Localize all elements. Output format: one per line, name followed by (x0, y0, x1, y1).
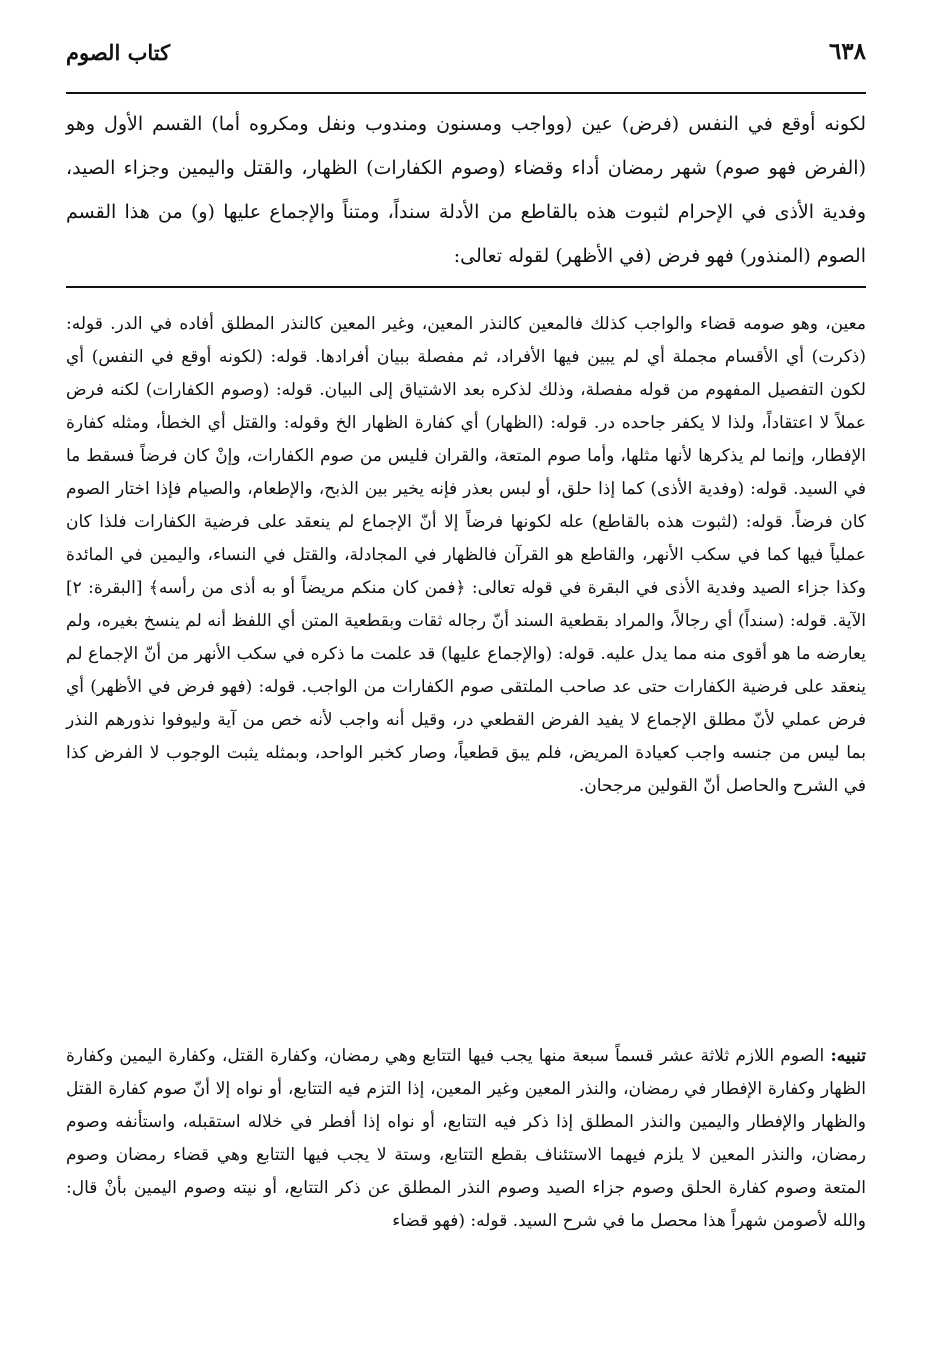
notice-text: الصوم اللازم ثلاثة عشر قسماً سبعة منها يجب فيها التتابع وهي رمضان، وكفارة القتل، وكفارة اليمين وكفارة الظهار وكفارة الإفطار في رمضان، والنذر المعين وغير المعين، إذا التزم فيه التتابع، أو نواه إلا أنّ صوم كفارة القتل والظهار والإفطار واليمين والنذر المطلق إذا ذكر فيه التتابع، أو نواه إذا أفطر في خلاله استقبله، واستأنفه وصوم رمضان، والنذر المعين لا يلزم فيهما الاستئناف بقطع التتابع، وستة لا يجب فيها التتابع وهي قضاء رمضان وصوم المتعة وصوم كفارة الحلق وصوم جزاء الصيد وصوم النذر المطلق عن ذكر التتابع، أو نيته وصوم اليمين بأنْ قال: والله لأصومن شهراً هذا محصل ما في شرح السيد. قوله: (فهو قضاء (66, 1046, 866, 1231)
notice-paragraph (66, 1040, 866, 1238)
matn-text: لكونه أوقع في النفس (فرض) عين (وواجب ومسنون ومندوب ونفل ومكروه أما) القسم الأول وهو (الفرض فهو صوم) شهر رمضان أداء وقضاء (وصوم الكفارات) الظهار، والقتل واليمين وجزاء الصيد، وفدية الأذى في الإحرام لثبوت هذه بالقاطع من الأدلة سنداً، ومتناً والإجماع عليها (و) من هذا القسم الصوم (المنذور) فهو فرض (في الأظهر) لقوله تعالى: (66, 113, 866, 267)
section-divider (66, 286, 866, 288)
book-title: كتاب الصوم (66, 40, 171, 65)
page-number: ٦٣٨ (828, 38, 866, 65)
notice-label: تنبيه: (830, 1046, 867, 1066)
header-rule (66, 92, 866, 94)
page-header (66, 38, 866, 78)
sharh-commentary: معين، وهو صومه قضاء والواجب كذلك فالمعين كالنذر المعين، وغير المعين كالنذر المطلق أفاده في الدر. قوله: (ذكرت) أي الأقسام مجملة أي لم يبين فيها الأفراد، ثم مفصلة ببيان أفرادها. قوله: (لكونه أوقع في النفس) أي لكون التفصيل المفهوم من قوله مفصلة، وذلك لذكره بعد الاشتياق إلى البيان. قوله: (وصوم الكفارات) لكنه فرض عملاً لا اعتقاداً، ولذا لا يكفر جاحده در. قوله: (الظهار) أي كفارة الظهار الخ وقوله: والقتل أي الخطأ، ومثله كفارة الإفطار، وإنما لم يذكرها لأنها مثلها، وأما صوم المتعة، والقران فليس من صوم الكفارات، وإنْ كان فرضاً فسقط ما في السيد. قوله: (وفدية الأذى) كما إذا حلق، أو لبس بعذر فإنه يخير بين الذبح، والإطعام، والصيام فإذا اختار الصوم كان فرضاً. قوله: (لثبوت هذه بالقاطع) عله لكونها فرضاً إلا أنّ الإجماع لم ينعقد على فرضية الكفارات فلذا كان عملياً فيها كما في سكب الأنهر، والقاطع هو القرآن فالظهار في المجادلة، والقتل في النساء، واليمين في المائدة وكذا جزاء الصيد وفدية الأذى في البقرة في قوله تعالى: ﴿فمن كان منكم مريضاً أو به أذى من رأسه﴾ [البقرة: ٢] الآية. قوله: (سنداً) أي رجالاً، والمراد بقطعية السند أنّ رجاله ثقات وبقطعية المتن أي اللفظ أنه لم ينسخ بغيره، ولم يعارضه ما هو أقوى منه مما يدل عليه. قوله: (والإجماع عليها) قد علمت ما ذكره في سكب الأنهر من أنّ الإجماع لم ينعقد على فرضية الكفارات حتى عد صاحب الملتقى صوم الكفارات من الواجب. قوله: (فهو فرض في الأظهر) أي فرض عملي لأنّ مطلق الإجماع لا يفيد الفرض القطعي در، وقيل أنه واجب لأنه خص من آية وليوفوا نذورهم النذر بما ليس من جنسه واجب كعيادة المريض، فلم يبق قطعياً، وصار كخبر الواحد، وبمثله يثبت الوجوب لا الفرض كذا في الشرح والحاصل أنّ القولين مرجحان. (66, 314, 866, 796)
